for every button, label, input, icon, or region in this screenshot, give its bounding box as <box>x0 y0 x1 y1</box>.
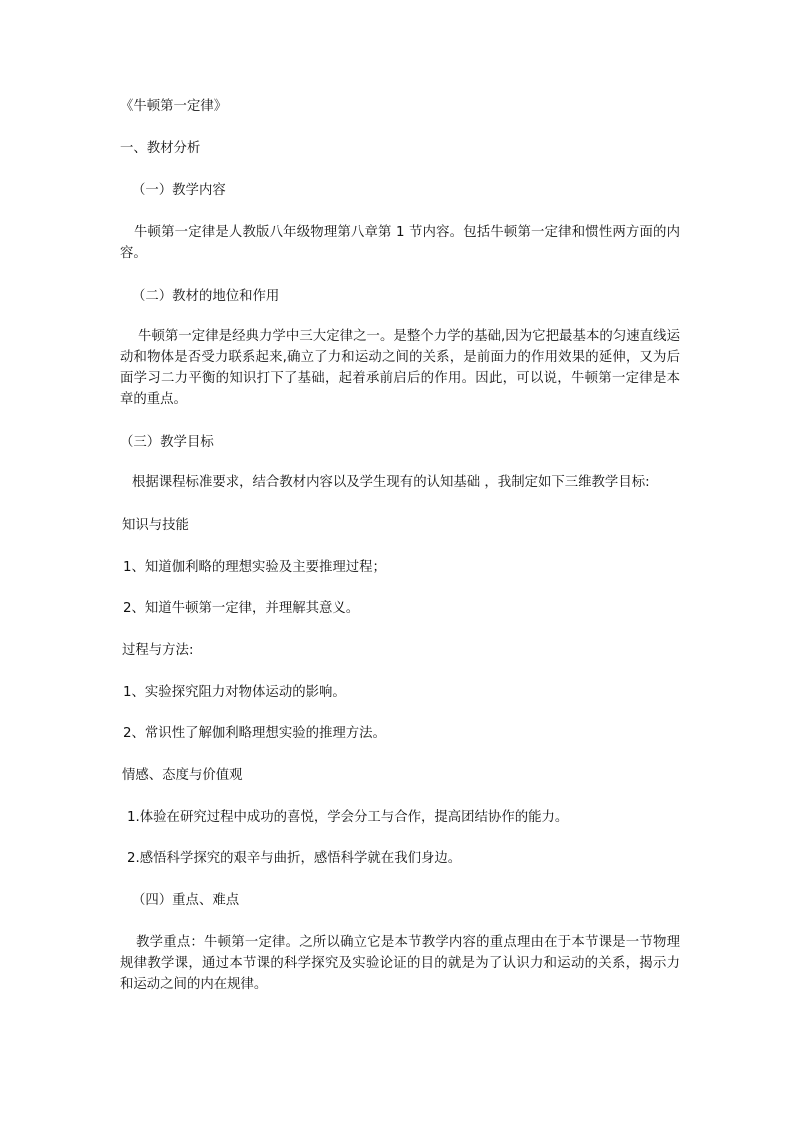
subheading-teaching-content: （一）教学内容 <box>132 183 226 198</box>
goal-item-resistance-experiment: 1、实验探究阻力对物体运动的影响。 <box>123 685 346 700</box>
goal-item-reasoning-method: 2、常识性了解伽利略理想实验的推理方法。 <box>123 726 386 741</box>
goal-item-science-around: 2.感悟科学探究的艰辛与曲折，感悟科学就在我们身边。 <box>127 851 462 866</box>
goal-heading-process-methods: 过程与方法: <box>122 643 194 658</box>
section-heading-textbook-analysis: 一、教材分析 <box>120 141 201 156</box>
paragraph-key-points: 教学重点：牛顿第一定律。之所以确立它是本节教学内容的重点理由在于本节课是一节物理规律教学课，通过本节课的科学探究及实验论证的目的就是为了认识力和运动的关系，揭示力和运动之间的内在规律。 <box>120 935 680 992</box>
paragraph-status-and-role: 牛顿第一定律是经典力学中三大定律之一。是整个力学的基础,因为它把最基本的匀速直线运动和物体是否受力联系起来,确立了力和运动之间的关系，是前面力的作用效果的延伸，又为后面学习二力平衡的知识打下了基础，起着承前启后的作用。因此，可以说，牛顿第一定律是本章的重点。 <box>120 329 680 407</box>
subheading-status-and-role: （二）教材的地位和作用 <box>132 289 280 304</box>
paragraph-teaching-content: 牛顿第一定律是人教版八年级物理第八章第 1 节内容。包括牛顿第一定律和惯性两方面的内容。 <box>120 225 680 261</box>
goal-item-galileo-experiment: 1、知道伽利略的理想实验及主要推理过程； <box>123 560 386 575</box>
goal-item-newton-law: 2、知道牛顿第一定律，并理解其意义。 <box>123 601 360 616</box>
goal-heading-emotion-values: 情感、态度与价值观 <box>122 768 243 783</box>
subheading-key-difficult-points: （四）重点、难点 <box>132 893 240 908</box>
goal-heading-knowledge-skills: 知识与技能 <box>122 518 189 533</box>
document-title: 《牛顿第一定律》 <box>120 99 228 114</box>
goal-item-success-joy: 1.体验在研究过程中成功的喜悦，学会分工与合作，提高团结协作的能力。 <box>127 810 569 825</box>
subheading-teaching-goals: （三）教学目标 <box>120 435 214 450</box>
paragraph-teaching-goals-intro: 根据课程标准要求，结合教材内容以及学生现有的认知基础 ，我制定如下三维教学目标: <box>132 475 650 490</box>
